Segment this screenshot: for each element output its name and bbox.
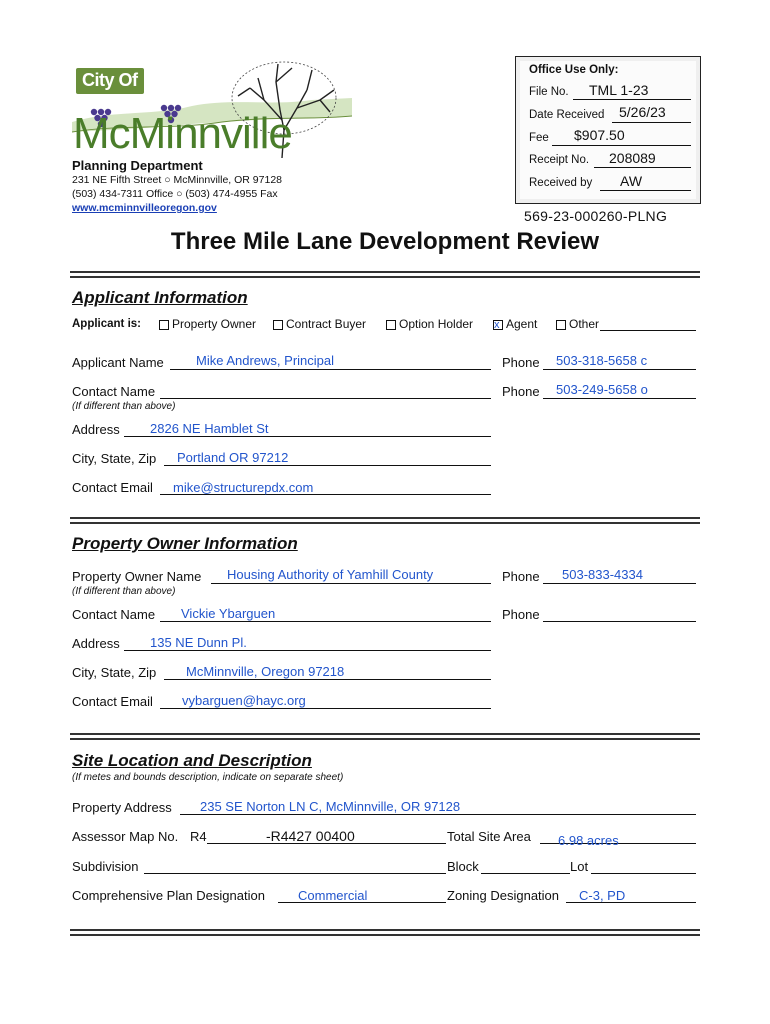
- owner-city-line: [164, 679, 491, 680]
- site-area-label: Total Site Area: [447, 829, 531, 844]
- zoning-label: Zoning Designation: [447, 888, 560, 903]
- received-by-line: [600, 190, 691, 191]
- applicant-phone-label: Phone: [502, 355, 540, 370]
- applicant-name-line: [170, 369, 491, 370]
- receipt-value[interactable]: 208089: [609, 150, 656, 166]
- other-line: [600, 330, 696, 331]
- checkbox-contract-buyer[interactable]: [273, 320, 283, 330]
- office-use-title: Office Use Only:: [529, 64, 619, 76]
- owner-email-label: Contact Email: [72, 694, 153, 709]
- file-no-value[interactable]: TML 1-23: [589, 82, 649, 98]
- owner-contact-line: [160, 621, 491, 622]
- applicant-phone2-label: Phone: [502, 384, 540, 399]
- file-no-label: File No.: [529, 86, 569, 98]
- logo-city-of: City Of: [76, 68, 144, 94]
- owner-phone-label: Phone: [502, 569, 540, 584]
- file-no-line: [573, 99, 691, 100]
- applicant-phone2-line: [543, 398, 696, 399]
- owner-diff-note: (If different than above): [72, 586, 176, 597]
- received-by-label: Received by: [529, 177, 593, 189]
- office-use-inner: [520, 61, 696, 199]
- owner-phone2-line: [543, 621, 696, 622]
- applicant-name-label: Applicant Name: [72, 355, 164, 370]
- applicant-email-label: Contact Email: [72, 480, 153, 495]
- divider-bottom: [70, 929, 700, 936]
- option-property-owner: Property Owner: [172, 317, 257, 331]
- owner-name-line: [211, 583, 491, 584]
- form-title: Three Mile Lane Development Review: [170, 228, 600, 255]
- owner-contact-label: Contact Name: [72, 607, 156, 622]
- comp-plan-value[interactable]: Commercial: [298, 888, 368, 903]
- applicant-city-line: [164, 465, 491, 466]
- subdivision-label: Subdivision: [72, 859, 139, 874]
- divider-top: [70, 271, 700, 278]
- owner-address-line: [124, 650, 491, 651]
- received-by-value[interactable]: AW: [620, 173, 643, 189]
- applicant-phone-line: [543, 369, 696, 370]
- website-link[interactable]: www.mcminnvilleoregon.gov: [72, 202, 217, 214]
- site-address-label: Property Address: [72, 800, 172, 815]
- department-phone: (503) 434-7311 Office ○ (503) 474-4955 Fax: [72, 188, 278, 200]
- site-address-value[interactable]: 235 SE Norton LN C, McMinnville, OR 97128: [200, 799, 461, 814]
- subdivision-line: [144, 873, 446, 874]
- option-agent: Agent: [506, 317, 538, 331]
- fee-value[interactable]: $907.50: [574, 127, 625, 143]
- checkbox-agent-mark: x: [494, 319, 500, 331]
- owner-phone-line: [543, 583, 696, 584]
- divider-applicant: [70, 517, 700, 524]
- department-address: 231 NE Fifth Street ○ McMinnville, OR 97128: [72, 174, 283, 186]
- option-option-holder: Option Holder: [399, 317, 474, 331]
- owner-section-title: Property Owner Information: [72, 534, 298, 553]
- assessor-map-label: Assessor Map No.: [72, 829, 179, 844]
- applicant-section-title: Applicant Information: [72, 288, 248, 307]
- applicant-city-label: City, State, Zip: [72, 451, 157, 466]
- owner-address-value[interactable]: 135 NE Dunn Pl.: [150, 635, 247, 650]
- applicant-diff-note: (If different than above): [72, 401, 176, 412]
- site-section-title: Site Location and Description: [72, 751, 312, 770]
- checkbox-other[interactable]: [556, 320, 566, 330]
- owner-name-value[interactable]: Housing Authority of Yamhill County: [227, 567, 434, 582]
- applicant-name-value[interactable]: Mike Andrews, Principal: [196, 353, 334, 368]
- lot-line: [591, 873, 696, 874]
- block-line: [481, 873, 570, 874]
- owner-city-value[interactable]: McMinnville, Oregon 97218: [186, 664, 345, 679]
- applicant-phone-value[interactable]: 503-318-5658 c: [556, 353, 648, 368]
- owner-contact-value[interactable]: Vickie Ybarguen: [181, 606, 276, 621]
- department-name: Planning Department: [72, 158, 203, 173]
- applicant-address-label: Address: [72, 422, 120, 437]
- applicant-contact-line: [160, 398, 491, 399]
- applicant-phone2-value[interactable]: 503-249-5658 o: [556, 382, 648, 397]
- assessor-map-prefix: R4: [190, 829, 207, 844]
- option-other: Other: [569, 317, 600, 331]
- site-area-value[interactable]: 6.98 acres: [558, 833, 619, 848]
- applicant-email-value[interactable]: mike@structurepdx.com: [173, 480, 314, 495]
- checkbox-option-holder[interactable]: [386, 320, 396, 330]
- owner-name-label: Property Owner Name: [72, 569, 202, 584]
- lot-label: Lot: [570, 859, 589, 874]
- applicant-city-value[interactable]: Portland OR 97212: [177, 450, 289, 465]
- zoning-value[interactable]: C-3, PD: [579, 888, 626, 903]
- owner-email-line: [160, 708, 491, 709]
- owner-city-label: City, State, Zip: [72, 665, 157, 680]
- divider-owner: [70, 733, 700, 740]
- receipt-line: [594, 167, 691, 168]
- block-label: Block: [447, 859, 479, 874]
- date-received-line: [612, 122, 691, 123]
- comp-plan-label: Comprehensive Plan Designation: [72, 888, 265, 903]
- site-address-line: [180, 814, 696, 815]
- option-contract-buyer: Contract Buyer: [286, 317, 367, 331]
- assessor-map-value[interactable]: -R4427 00400: [266, 828, 355, 844]
- office-use-box: [515, 56, 701, 204]
- owner-address-label: Address: [72, 636, 120, 651]
- receipt-label: Receipt No.: [529, 154, 590, 166]
- applicant-address-line: [124, 436, 491, 437]
- site-note: (If metes and bounds description, indicate on separate sheet): [72, 772, 344, 783]
- owner-email-value[interactable]: vybarguen@hayc.org: [182, 693, 306, 708]
- owner-phone2-label: Phone: [502, 607, 540, 622]
- applicant-is-label: Applicant is:: [72, 318, 142, 330]
- applicant-contact-label: Contact Name: [72, 384, 156, 399]
- applicant-address-value[interactable]: 2826 NE Hamblet St: [150, 421, 269, 436]
- owner-phone-value[interactable]: 503-833-4334: [562, 567, 643, 582]
- file-number: 569-23-000260-PLNG: [524, 208, 668, 224]
- checkbox-property-owner[interactable]: [159, 320, 169, 330]
- fee-line: [552, 145, 691, 146]
- fee-label: Fee: [529, 132, 549, 144]
- logo-city-name: McMinnville: [73, 109, 292, 158]
- date-received-value[interactable]: 5/26/23: [619, 104, 666, 120]
- date-received-label: Date Received: [529, 109, 605, 121]
